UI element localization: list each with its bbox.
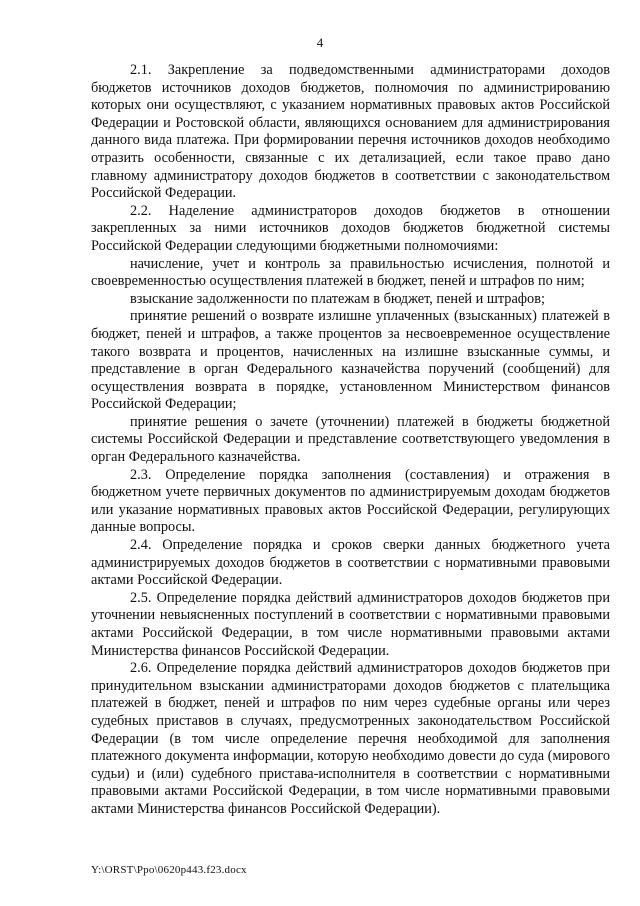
- paragraph-2-4: 2.4. Определение порядка и сроков сверки данных бюджетного учета администрируемых доходов бюджетов в соответствии с нормативными правовыми актами Российской Федерации.: [91, 537, 610, 589]
- paragraph-2-5: 2.5. Определение порядка действий администраторов доходов бюджетов при уточнении невыясненных поступлений в соответствии с нормативными правовыми актами Российской Федерации, в том числе нормативными правовыми актами Министерства финансов Российской Федерации.: [91, 589, 610, 659]
- paragraph-refund-decisions: принятие решений о возврате излишне уплаченных (взысканных) платежей в бюджет, пеней и штрафов, а также процентов за несвоевременное осуществление такого возврата и процентов, начисленных на излишне взысканные суммы, и представление в орган Федерального казначейства поручений (сообщений) для осуществления возврата в порядке, установленном Министерством финансов Российской Федерации;: [91, 308, 610, 413]
- paragraph-offset-decision: принятие решения о зачете (уточнении) платежей в бюджеты бюджетной системы Российской Федерации и представление соответствующего уведомления в орган Федерального казначейства.: [91, 413, 610, 466]
- paragraph-2-2: 2.2. Наделение администраторов доходов бюджетов в отношении закрепленных за ними источников доходов бюджетов бюджетной системы Российской Федерации следующими бюджетными полномочиями:: [91, 202, 610, 254]
- page-number: 4: [316, 35, 324, 50]
- paragraph-accrual: начисление, учет и контроль за правильностью исчисления, полнотой и своевременностью осуществления платежей в бюджет, пеней и штрафов по ним;: [91, 255, 610, 290]
- paragraph-2-3: 2.3. Определение порядка заполнения (составления) и отражения в бюджетном учете первичных документов по администрируемым доходам бюджетов или указание нормативных правовых актов Российской Федерации, регулирующих данные вопросы.: [91, 466, 610, 536]
- footer-file-path: Y:\ORST\Ppo\0620p443.f23.docx: [91, 864, 247, 876]
- paragraph-2-1: 2.1. Закрепление за подведомственными администраторами доходов бюджетов источников доходов бюджетов, полномочия по администрированию которых они осуществляют, с указанием нормативных правовых актов Российской Федерации и Ростовской области, являющихся основанием для администрирования данного вида платежа. При формировании перечня источников доходов необходимо отразить особенности, связанные с их детализацией, если такое право дано главному администратору доходов бюджетов в соответствии с законодательством Российской Федерации.: [91, 62, 610, 202]
- paragraph-debt-recovery: взыскание задолженности по платежам в бюджет, пеней и штрафов;: [130, 290, 545, 307]
- document-body: [91, 62, 610, 819]
- paragraph-2-6: 2.6. Определение порядка действий администраторов доходов бюджетов при принудительном взыскании администраторами доходов бюджетов с плательщика платежей в бюджет, пеней и штрафов по ним через судебные органы или через судебных приставов в случаях, предусмотренных законодательством Российской Федерации (в том числе определение перечня необходимой для заполнения платежного документа информации, которую необходимо довести до суда (мирового судьи) и (или) судебного пристава-исполнителя в соответствии с нормативными правовыми актами Российской Федерации, в том числе нормативными правовыми актами Министерства финансов Российской Федерации).: [91, 660, 610, 817]
